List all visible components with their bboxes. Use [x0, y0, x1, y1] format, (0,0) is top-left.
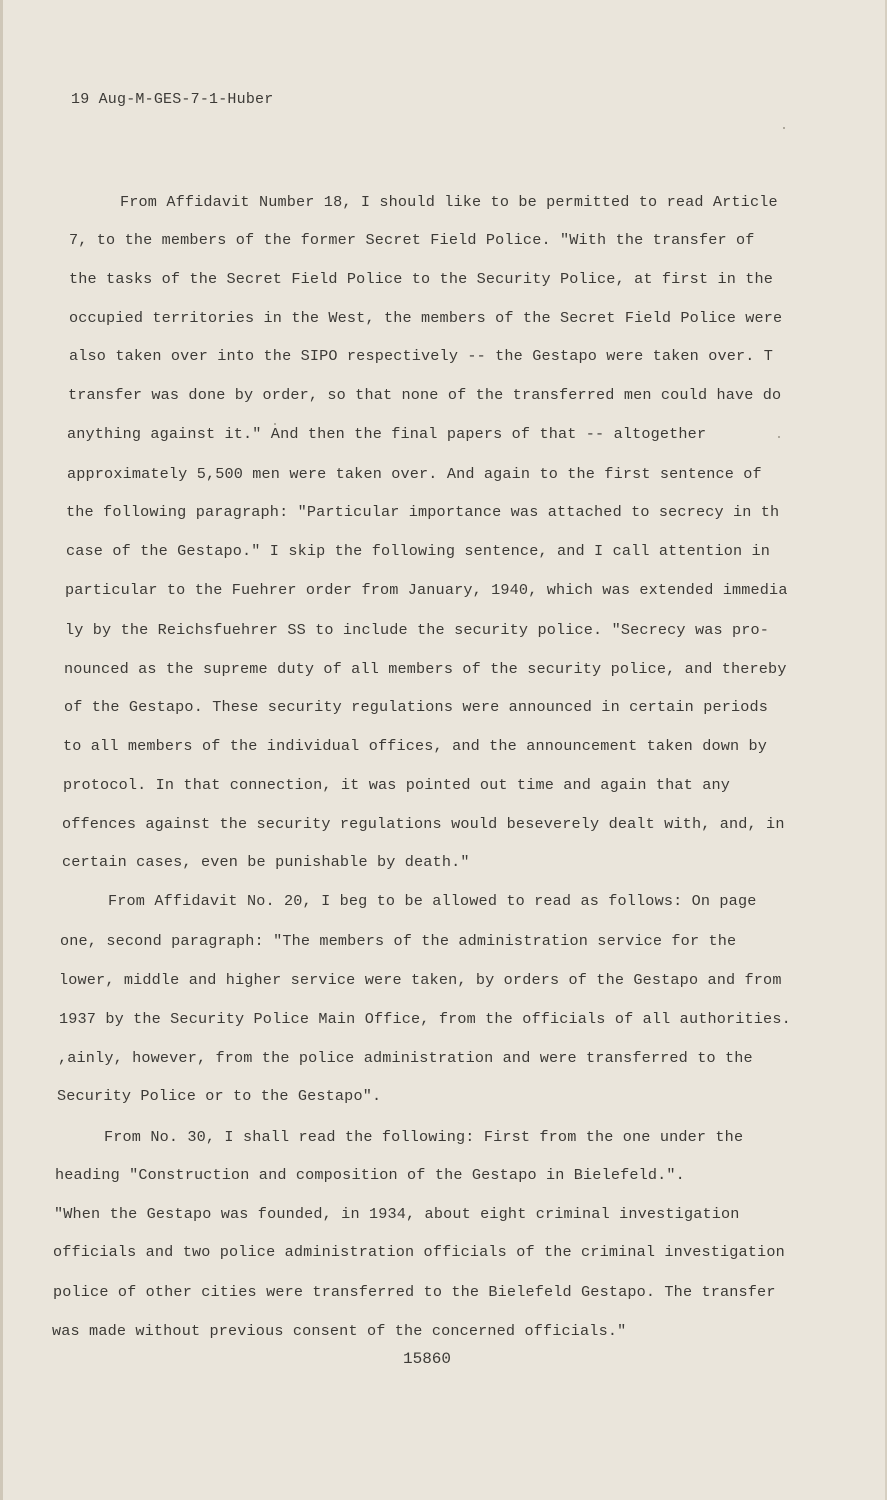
- text-line: certain cases, even be punishable by death.": [62, 853, 470, 871]
- text-line: From No. 30, I shall read the following: First from the one under the: [104, 1128, 744, 1146]
- text-line: also taken over into the SIPO respectively -- the Gestapo were taken over. T: [69, 347, 774, 365]
- document-reference: 19 Aug-M-GES-7-1-Huber: [71, 91, 274, 108]
- text-line: one, second paragraph: "The members of the administration service for the: [60, 932, 737, 950]
- text-line: offences against the security regulations would beseverely dealt with, and, in: [62, 815, 785, 833]
- text-line: heading "Construction and composition of the Gestapo in Bielefeld.".: [55, 1166, 685, 1184]
- text-line: 1937 by the Security Police Main Office, from the officials of all authorities.: [59, 1010, 791, 1028]
- paper-speck: [783, 127, 785, 129]
- text-line: the following paragraph: "Particular importance was attached to secrecy in th: [66, 503, 780, 521]
- text-line: From Affidavit Number 18, I should like to be permitted to read Article: [120, 193, 778, 211]
- text-line: ly by the Reichsfuehrer SS to include the security police. "Secrecy was pro-: [65, 621, 770, 639]
- text-line: occupied territories in the West, the members of the Secret Field Police were: [69, 309, 783, 327]
- text-line: to all members of the individual offices, and the announcement taken down by: [63, 737, 768, 755]
- text-line: Security Police or to the Gestapo".: [57, 1087, 382, 1105]
- text-line: "When the Gestapo was founded, in 1934, about eight criminal investigation: [54, 1205, 740, 1223]
- paper-speck: [778, 436, 780, 438]
- text-line: protocol. In that connection, it was pointed out time and again that any: [63, 776, 731, 794]
- text-line: police of other cities were transferred to the Bielefeld Gestapo. The transfer: [53, 1283, 776, 1301]
- text-line: of the Gestapo. These security regulations were announced in certain periods: [64, 698, 769, 716]
- text-line: the tasks of the Secret Field Police to the Security Police, at first in the: [69, 270, 774, 288]
- text-line: was made without previous consent of the concerned officials.": [52, 1322, 627, 1340]
- paper-speck: [274, 423, 276, 425]
- text-line: particular to the Fuehrer order from January, 1940, which was extended immedia: [65, 581, 788, 599]
- text-line: lower, middle and higher service were taken, by orders of the Gestapo and from: [59, 971, 782, 989]
- text-line: nounced as the supreme duty of all members of the security police, and thereby: [64, 660, 787, 678]
- text-line: From Affidavit No. 20, I beg to be allowed to read as follows: On page: [108, 892, 757, 910]
- text-line: 7, to the members of the former Secret Field Police. "With the transfer of: [69, 231, 755, 249]
- text-line: ,ainly, however, from the police administration and were transferred to the: [58, 1049, 753, 1067]
- text-line: case of the Gestapo." I skip the following sentence, and I call attention in: [66, 542, 771, 560]
- page-number: 15860: [403, 1350, 452, 1368]
- text-line: transfer was done by order, so that none of the transferred men could have do: [68, 386, 782, 404]
- text-line: approximately 5,500 men were taken over. And again to the first sentence of: [67, 465, 762, 483]
- text-line: officials and two police administration officials of the criminal investigation: [53, 1243, 785, 1261]
- text-line: anything against it." And then the final papers of that -- altogether: [67, 425, 707, 443]
